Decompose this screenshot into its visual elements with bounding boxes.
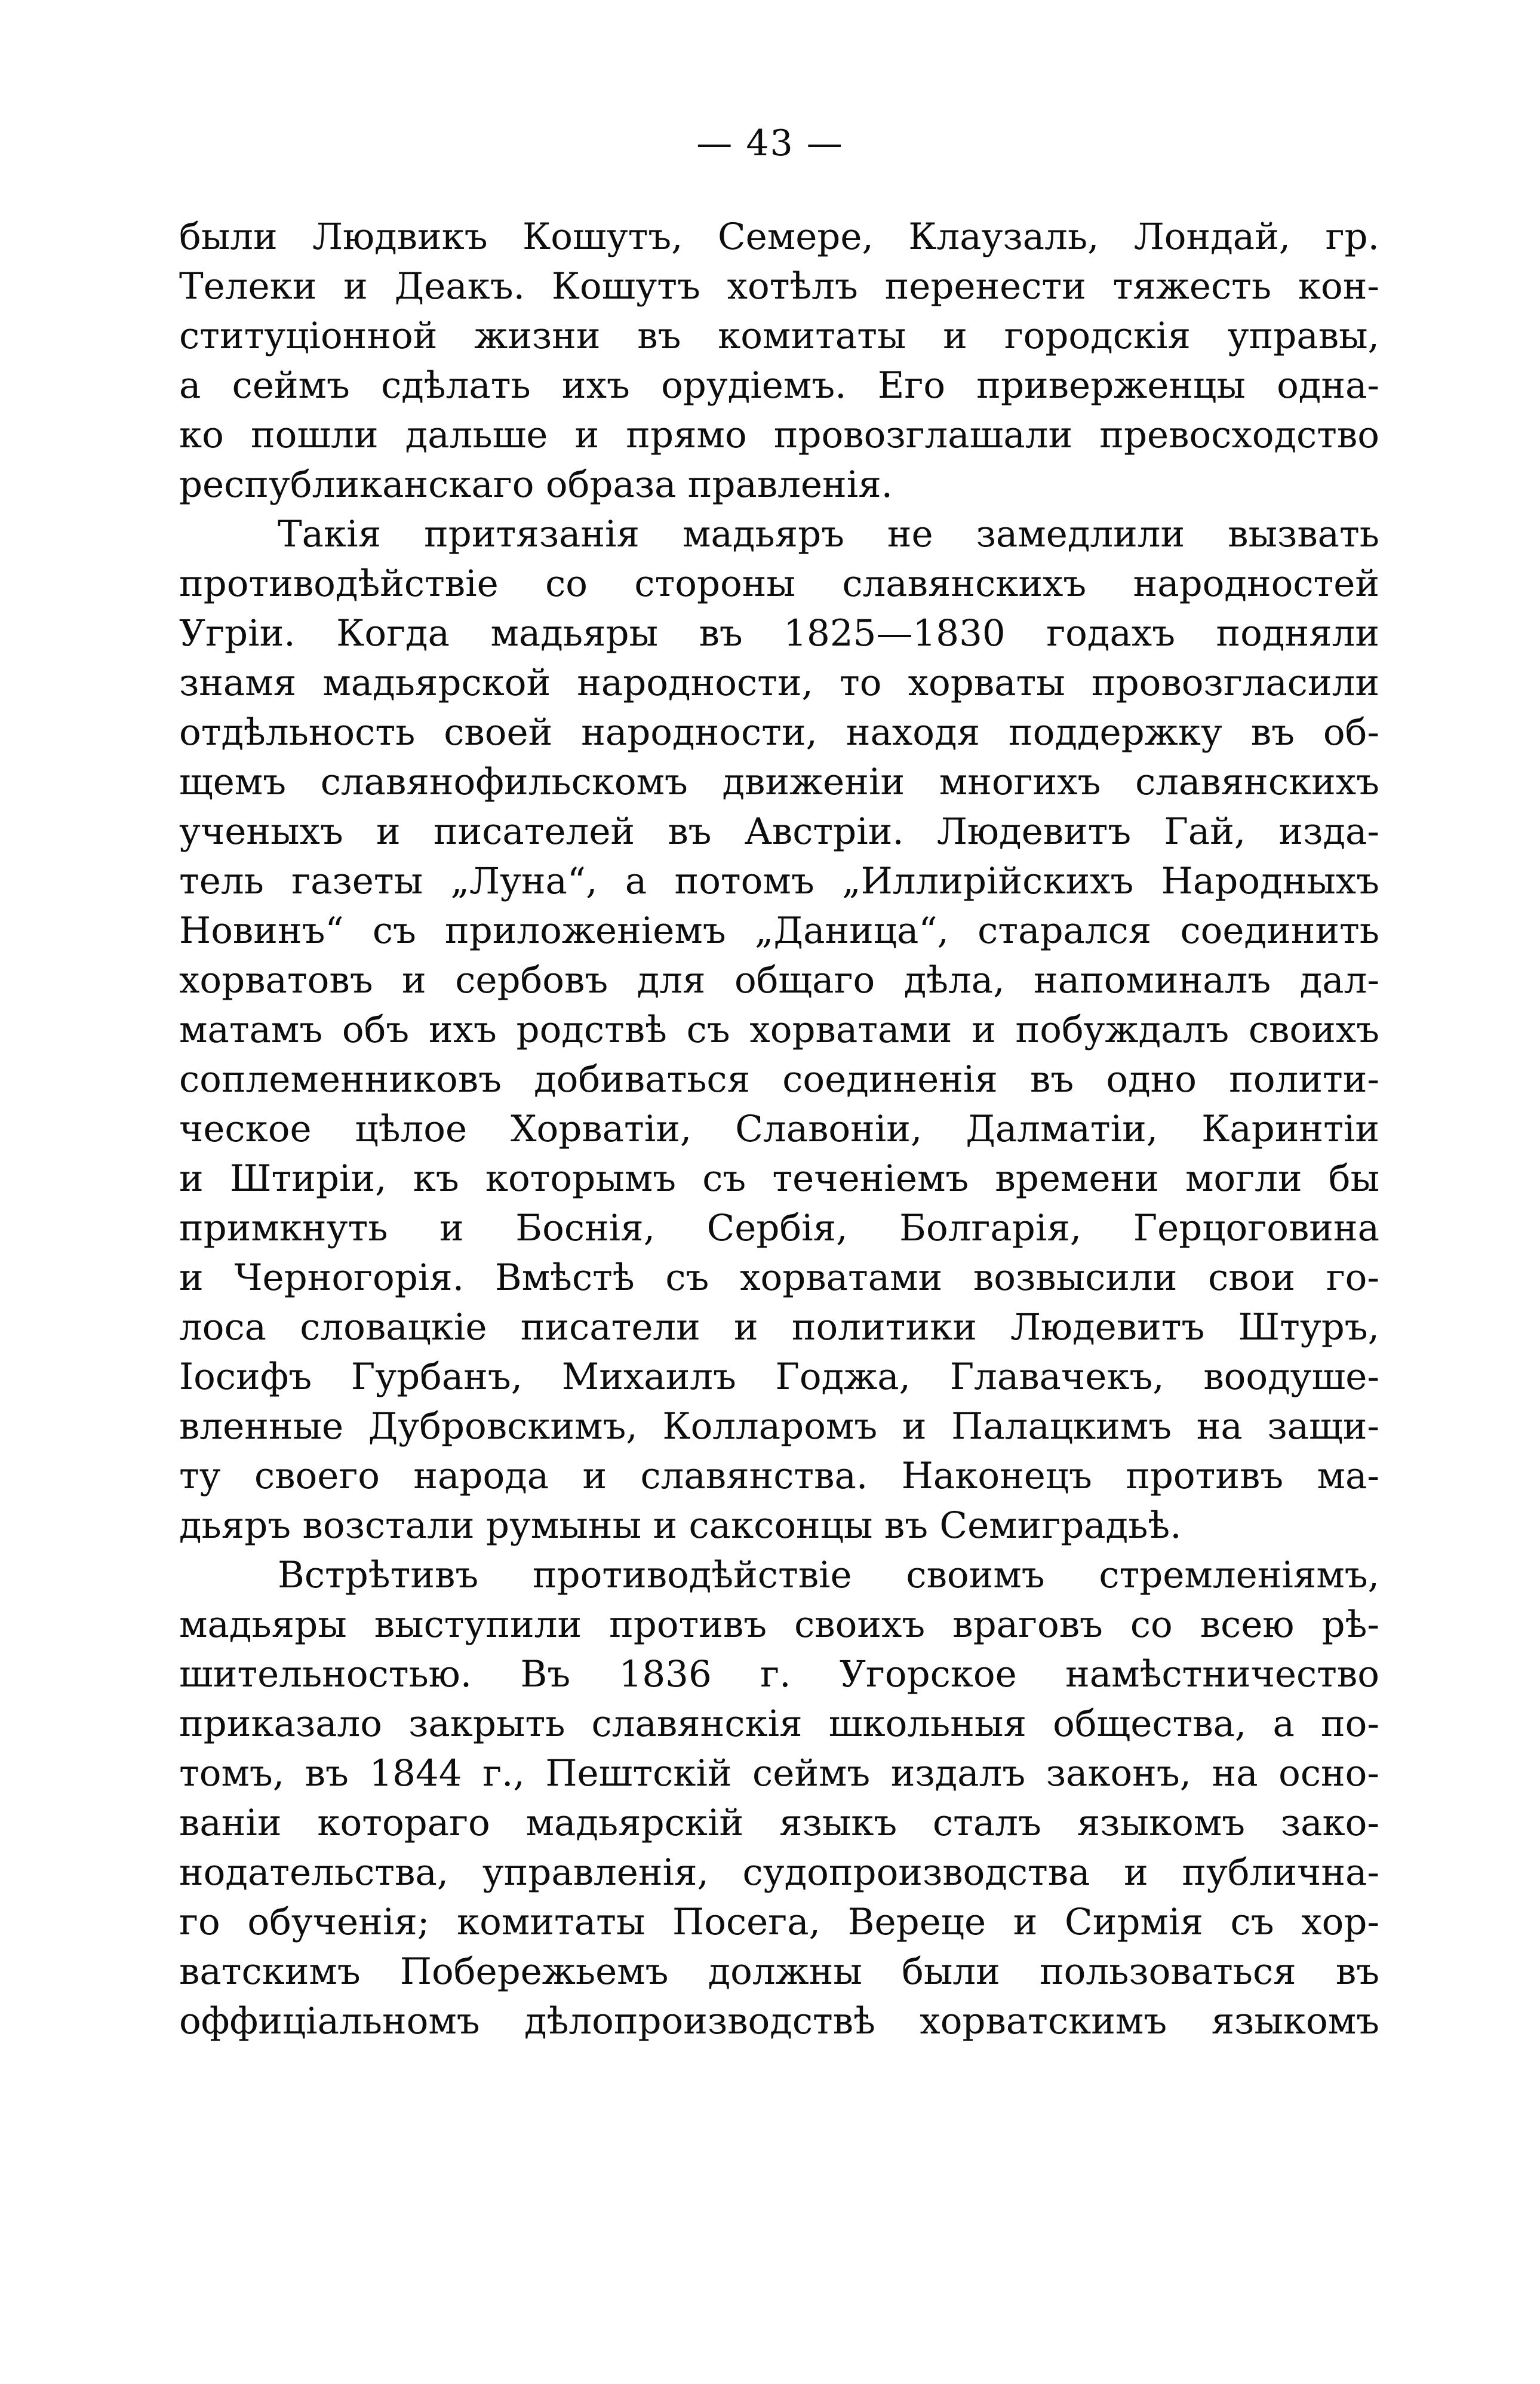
text-line: соплеменниковъ добиваться соединенія въ одно полити- [179,1058,1379,1101]
text-line: ституціонной жизни въ комитаты и городскія управы, [179,315,1379,357]
text-line: республиканскаго образа правленія. [179,463,893,506]
text-line: ту своего народа и славянства. Наконецъ противъ ма- [179,1455,1379,1497]
text-line: Телеки и Деакъ. Кошутъ хотѣлъ перенести тяжесть кон- [179,265,1379,308]
text-line: примкнуть и Боснія, Сербія, Болгарія, Герцоговина [179,1207,1379,1249]
text-line: щемъ славянофильскомъ движеніи многихъ славянскихъ [179,761,1379,803]
text-line: лоса словацкіе писатели и политики Людевитъ Штуръ, [179,1306,1379,1348]
text-line: Такія притязанія мадьяръ не замедлили вызвать [278,513,1379,555]
text-line: Встрѣтивъ противодѣйствіе своимъ стремленіямъ, [278,1554,1379,1596]
text-line: тель газеты „Луна“, а потомъ „Иллирійскихъ Народныхъ [179,860,1379,902]
text-line: шительностью. Въ 1836 г. Угорское намѣстничество [179,1653,1379,1695]
text-line: ческое цѣлое Хорватіи, Славоніи, Далматіи, Каринтіи [179,1108,1379,1150]
text-line: и Черногорія. Вмѣстѣ съ хорватами возвысили свои го- [179,1256,1379,1299]
text-line: Угріи. Когда мадьяры въ 1825—1830 годахъ подняли [179,612,1379,655]
text-line: Новинъ“ съ приложеніемъ „Даница“, старался соединить [179,910,1379,952]
text-line: хорватовъ и сербовъ для общаго дѣла, напоминалъ дал- [179,959,1379,1001]
text-line: были Людвикъ Кошутъ, Семере, Клаузаль, Лондай, гр. [179,216,1379,258]
text-line: ватскимъ Побережьемъ должны были пользоваться въ [179,1950,1379,1993]
text-line: го обученія; комитаты Посега, Вереце и Сирмія съ хор- [179,1901,1379,1943]
text-line: нодательства, управленія, судопроизводства и публична- [179,1851,1379,1894]
text-line: томъ, въ 1844 г., Пештскій сеймъ издалъ законъ, на осно- [179,1752,1379,1795]
text-line: мадьяры выступили противъ своихъ враговъ со всею рѣ- [179,1603,1379,1646]
text-line: матамъ объ ихъ родствѣ съ хорватами и побуждалъ своихъ [179,1009,1379,1051]
text-line: а сеймъ сдѣлать ихъ орудіемъ. Его приверженцы одна- [179,364,1379,407]
text-line: оффиціальномъ дѣлопроизводствѣ хорватскимъ языкомъ [179,2000,1379,2042]
text-line: Іосифъ Гурбанъ, Михаилъ Годжа, Главачекъ, воодуше- [179,1356,1379,1398]
body-text [179,212,1379,2046]
text-line: приказало закрыть славянскія школьныя общества, а по- [179,1703,1379,1745]
text-line: ваніи котораго мадьярскій языкъ сталъ языкомъ зако- [179,1802,1379,1844]
text-line: дьяръ возстали румыны и саксонцы въ Семиградьѣ. [179,1504,1182,1547]
text-line: знамя мадьярской народности, то хорваты провозгласили [179,662,1379,704]
text-line: и Штиріи, къ которымъ съ теченіемъ времени могли бы [179,1157,1379,1200]
text-line: вленные Дубровскимъ, Колларомъ и Палацкимъ на защи- [179,1405,1379,1448]
text-line: противодѣйствіе со стороны славянскихъ народностей [179,563,1379,605]
page-number: — 43 — [696,122,844,164]
text-line: отдѣльность своей народности, находя поддержку въ об- [179,711,1379,754]
text-line: ко пошли дальше и прямо провозглашали превосходство [179,414,1379,456]
text-line: ученыхъ и писателей въ Австріи. Людевитъ Гай, изда- [179,810,1379,853]
